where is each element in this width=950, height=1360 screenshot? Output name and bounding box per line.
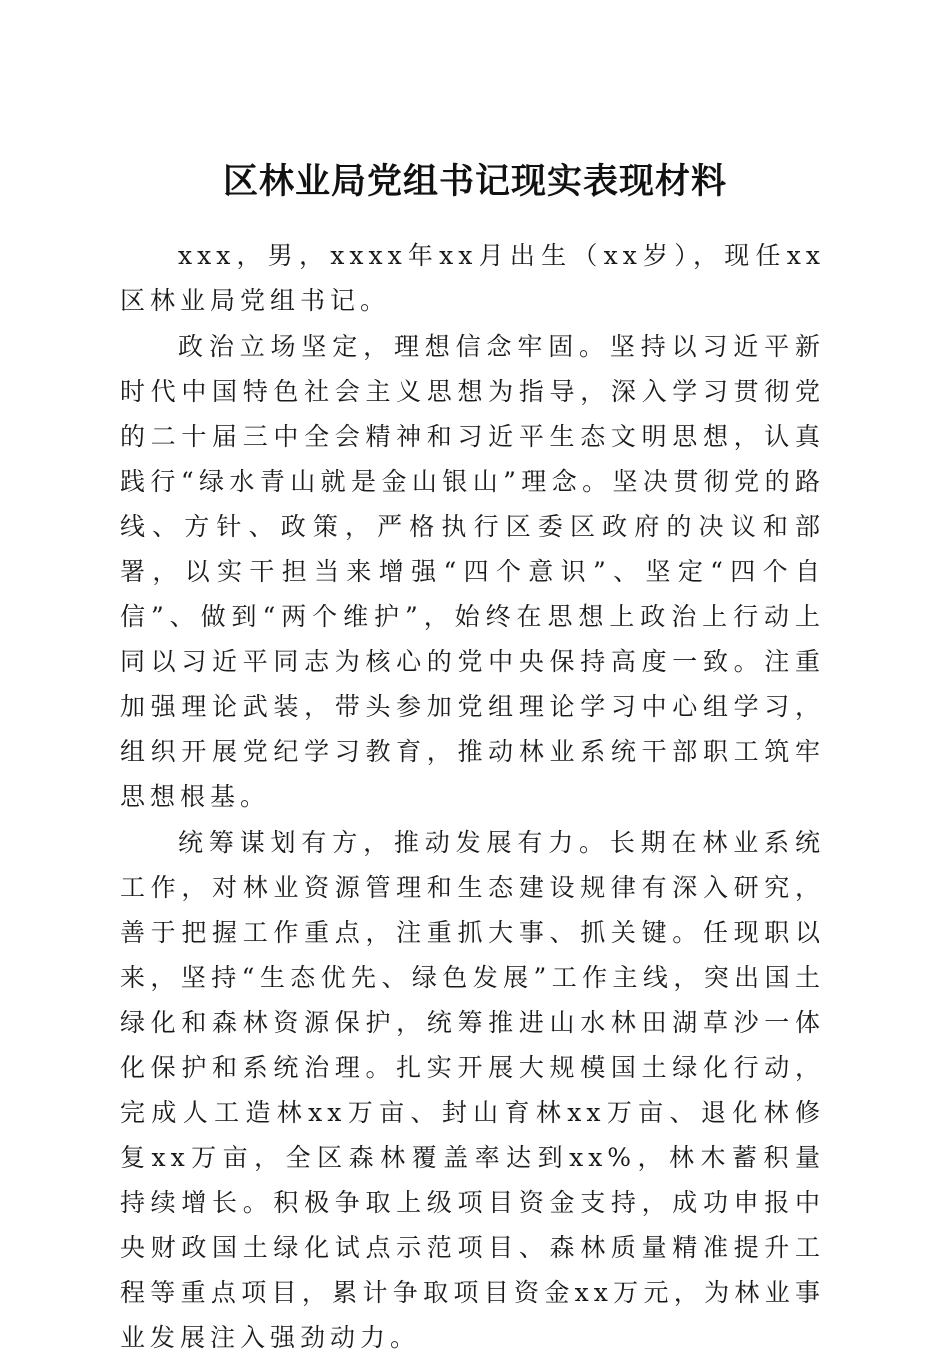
paragraph-work-planning: 统筹谋划有方，推动发展有力。长期在林业系统工作，对林业资源管理和生态建设规律有深入研究，善于把握工作重点，注重抓大事、抓关键。任现职以来，坚持“生态优先、绿色发展”工作主线，突出国土绿化和森林资源保护，统筹推进山水林田湖草沙一体化保护和系统治理。扎实开展大规模国土绿化行动，完成人工造林xx万亩、封山育林xx万亩、退化林修复xx万亩，全区森林覆盖率达到xx%，林木蓄积量持续增长。积极争取上级项目资金支持，成功申报中央财政国土绿化试点示范项目、森林质量精准提升工程等重点项目，累计争取项目资金xx万元，为林业事业发展注入强劲动力。 — [120, 828, 825, 1352]
paragraph-personal-info: xxx，男，xxxx年xx月出生（xx岁），现任xx区林业局党组书记。 — [120, 241, 825, 315]
paragraph-political-stance: 政治立场坚定，理想信念牢固。坚持以习近平新时代中国特色社会主义思想为指导，深入学习贯彻党的二十届三中全会精神和习近平生态文明思想，认真践行“绿水青山就是金山银山”理念。坚决贯彻党的路线、方针、政策，严格执行区委区政府的决议和部署，以实干担当来增强“四个意识”、坚定“四个自信”、做到“两个维护”，始终在思想上政治上行动上同以习近平同志为核心的党中央保持高度一致。注重加强理论武装，带头参加党组理论学习中心组学习，组织开展党纪学习教育，推动林业系统干部职工筑牢思想根基。 — [120, 332, 825, 811]
document-title: 区林业局党组书记现实表现材料 — [222, 161, 727, 203]
document-body — [120, 233, 825, 1360]
